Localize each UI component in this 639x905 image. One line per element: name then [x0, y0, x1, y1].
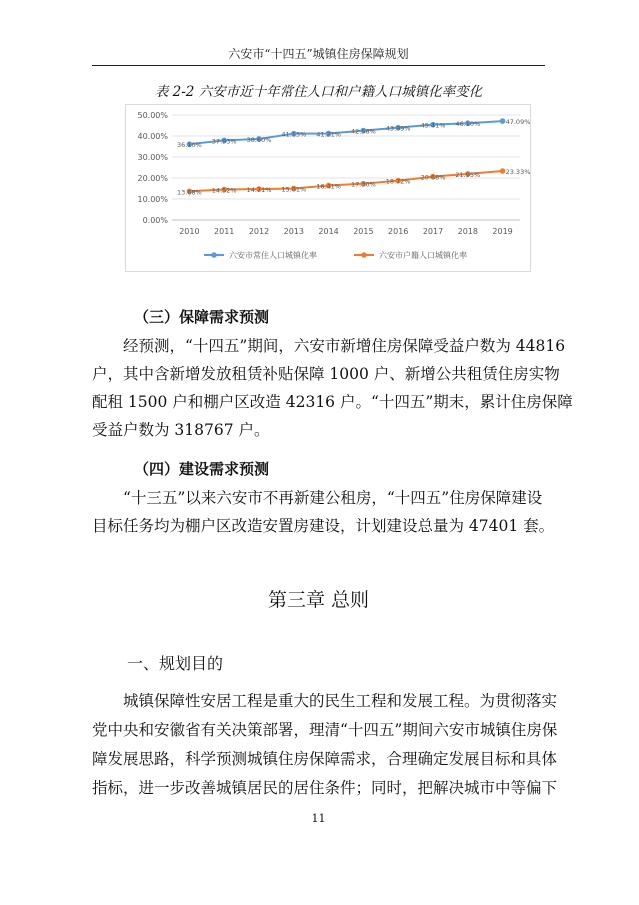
- data-label: 14.71%: [246, 186, 272, 195]
- figure-caption: 表 2-2 六安市近十年常住人口和户籍人口城镇化率变化: [154, 84, 483, 100]
- legend-label: 六安市常住人口城镇化率: [229, 251, 317, 260]
- text-line: 经预测，“十四五”期间，六安市新增住房保障受益户数为 44816: [123, 337, 566, 355]
- data-label: 41.21%: [316, 130, 341, 139]
- data-label: 13.68%: [177, 188, 202, 197]
- page-number: 11: [311, 812, 326, 825]
- data-label: 41.13%: [281, 130, 307, 139]
- data-point: [500, 168, 506, 174]
- subsection-heading-purpose: 一、规划目的: [127, 654, 224, 673]
- text-line: 受益户数为 318767 户。: [92, 421, 270, 439]
- data-label: 14.52%: [211, 186, 237, 195]
- y-tick-label: 0.00%: [142, 216, 168, 225]
- urbanization-chart: [125, 104, 531, 272]
- text-line: 党中央和安徽省有关决策部署，理清“十四五”期间六安市城镇住房保: [92, 721, 558, 739]
- x-tick-label: 2010: [179, 227, 200, 236]
- y-tick-label: 20.00%: [137, 174, 168, 183]
- data-label: 23.33%: [505, 168, 530, 177]
- y-tick-label: 50.00%: [137, 111, 168, 120]
- data-label: 45.41%: [420, 121, 446, 130]
- running-header: 六安市“十四五”城镇住房保障规划: [228, 47, 409, 61]
- data-label: 47.09%: [505, 118, 530, 127]
- data-label: 46.10%: [455, 120, 481, 129]
- x-tick-label: 2017: [422, 227, 444, 236]
- paragraph-demand: [92, 332, 573, 444]
- y-tick-label: 40.00%: [137, 132, 168, 141]
- chapter-title: 第三章 总则: [267, 589, 370, 611]
- text-line: 障发展思路，科学预测城镇住房保障需求，合理确定发展目标和具体: [92, 750, 558, 768]
- x-tick-label: 2018: [457, 227, 478, 236]
- data-label: 16.41%: [316, 182, 341, 191]
- text-line: 城镇保障性安居工程是重大的民生工程和发展工程。为贯彻落实: [123, 692, 558, 710]
- data-label: 20.68%: [420, 173, 446, 182]
- data-label: 43.99%: [385, 124, 411, 133]
- data-point: [500, 118, 506, 124]
- legend-label: 六安市户籍人口城镇化率: [379, 251, 467, 260]
- text-line: 目标任务均为棚户区改造安置房建设，计划建设总量为 47401 套。: [92, 517, 555, 535]
- data-label: 17.30%: [351, 180, 376, 189]
- data-label: 18.72%: [385, 177, 411, 186]
- section-heading-construction: （四）建设需求预测: [134, 460, 270, 478]
- y-tick-label: 10.00%: [137, 195, 168, 204]
- header-divider: [92, 65, 545, 66]
- data-label: 42.58%: [351, 127, 376, 136]
- chart-canvas: [126, 105, 530, 271]
- x-tick-label: 2016: [388, 227, 409, 236]
- data-label: 21.95%: [455, 170, 481, 179]
- x-tick-label: 2014: [318, 227, 339, 236]
- x-tick-label: 2012: [248, 227, 270, 236]
- text-line: “十三五”以来六安市不再新建公租房，“十四五”住房保障建设: [123, 489, 543, 507]
- data-label: 15.01%: [281, 185, 307, 194]
- data-label: 37.93%: [211, 137, 237, 146]
- section-heading-demand: （三）保障需求预测: [134, 308, 270, 326]
- paragraph-construction: [92, 484, 555, 540]
- x-tick-label: 2011: [214, 227, 235, 236]
- text-line: 户，其中含新增发放租赁补贴保障 1000 户、新增公共租赁住房实物: [92, 365, 560, 383]
- text-line: 指标，进一步改善城镇居民的居住条件；同时，把解决城市中等偏下: [92, 779, 558, 797]
- x-tick-label: 2019: [492, 227, 513, 236]
- data-label: 38.60%: [246, 135, 272, 144]
- x-tick-label: 2013: [283, 227, 304, 236]
- legend-marker: [211, 252, 217, 258]
- paragraph-purpose: [92, 687, 558, 803]
- data-label: 36.10%: [177, 141, 202, 150]
- y-tick-label: 30.00%: [137, 153, 168, 162]
- x-tick-label: 2015: [353, 227, 374, 236]
- legend-marker: [361, 252, 367, 258]
- text-line: 配租 1500 户和棚户区改造 42316 户。“十四五”期末，累计住房保障: [92, 393, 573, 411]
